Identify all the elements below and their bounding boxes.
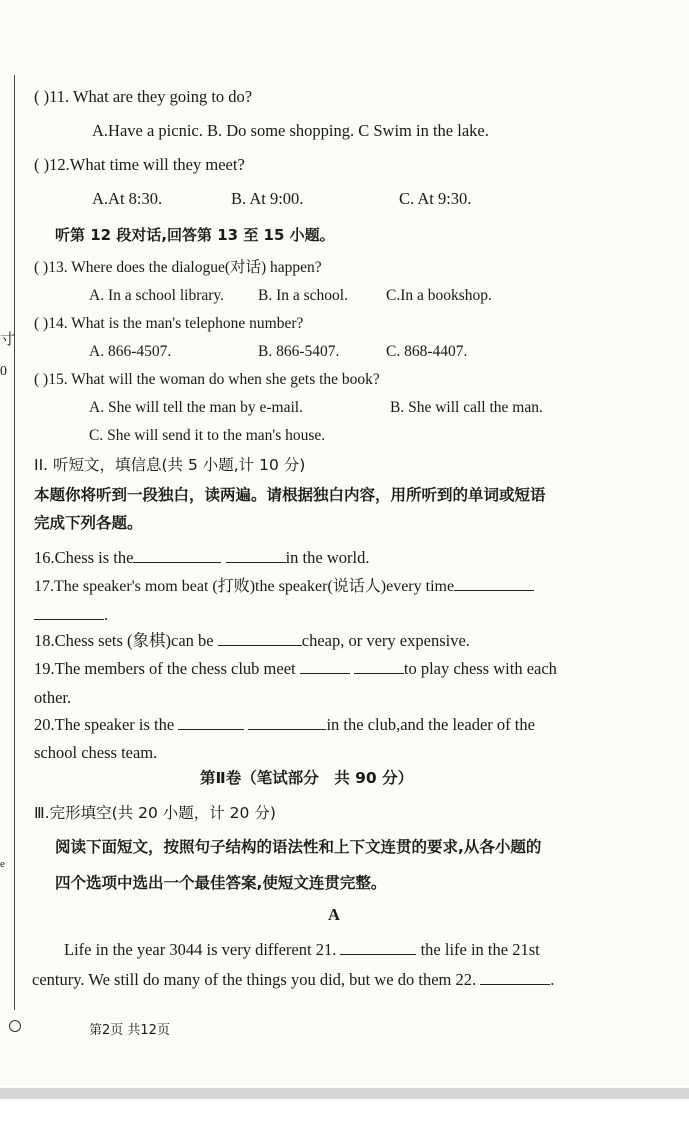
question-15: [34, 370, 380, 390]
question-13: [34, 258, 322, 278]
question-17: [34, 576, 534, 597]
section-heading: Ⅲ.完形填空(共 20 小题，计 20 分): [34, 804, 276, 822]
answer-blank[interactable]: [248, 715, 326, 730]
question-12: [34, 155, 245, 175]
passage-line: [32, 970, 554, 990]
question-20: [34, 715, 535, 735]
edge-mark: 0: [0, 364, 7, 379]
option-c: C. 868-4407.: [386, 343, 468, 360]
answer-blank[interactable]: [178, 715, 244, 730]
answer-bracket: ( )13.: [34, 259, 72, 276]
question-text: in the club,and the leader of the: [326, 715, 535, 734]
answer-blank[interactable]: [354, 659, 404, 674]
question-text: .: [104, 605, 109, 624]
answer-blank[interactable]: [34, 605, 104, 620]
question-text: What time will they meet?: [69, 155, 245, 174]
passage-line: [64, 940, 540, 960]
option-a: A. 866-4507.: [89, 343, 172, 360]
section-heading: II. 听短文，填信息(共 5 小题,计 10 分): [34, 456, 306, 474]
question-11: [34, 87, 252, 107]
question-text: 20.The speaker is the: [34, 715, 179, 734]
passage-text: .: [550, 970, 555, 989]
question-text: to play chess with each: [403, 659, 557, 678]
answer-blank[interactable]: [133, 548, 221, 563]
answer-bracket: ( )11.: [34, 87, 73, 106]
answer-bracket: ( )15.: [34, 371, 72, 388]
edge-mark: e: [0, 858, 5, 870]
option-a: A.At 8:30.: [92, 189, 163, 208]
question-text: in the world.: [285, 548, 370, 567]
question-text: 17.The speaker's mom beat (打败)the speaker(说话人)every time: [34, 578, 455, 595]
option-c: C.In a bookshop.: [386, 287, 492, 304]
passage-text: the life in the 21st: [416, 940, 540, 959]
question-20-continued: school chess team.: [34, 743, 158, 762]
section-instruction: 阅读下面短文，按照句子结构的语法性和上下文连贯的要求,从各小题的: [55, 838, 542, 856]
answer-blank[interactable]: [226, 548, 286, 563]
answer-blank[interactable]: [340, 940, 416, 955]
section-instruction: 听第 12 段对话,回答第 13 至 15 小题。: [55, 226, 335, 244]
question-text: cheap, or very expensive.: [301, 631, 470, 650]
question-text: 19.The members of the chess club meet: [34, 659, 300, 678]
question-14: [34, 314, 303, 334]
option-b: B. In a school.: [258, 287, 348, 304]
question-text: What will the woman do when she gets the book?: [71, 371, 380, 388]
edge-mark: 寸: [0, 330, 16, 348]
answer-blank[interactable]: [300, 659, 350, 674]
viewer-bottom: [0, 1099, 689, 1133]
option-b: B. At 9:00.: [231, 189, 304, 208]
passage-text: Life in the year 3044 is very different 21.: [64, 940, 341, 959]
option-c: C. She will send it to the man's house.: [89, 427, 326, 444]
section-instruction: 四个选项中选出一个最佳答案,使短文连贯完整。: [55, 874, 387, 892]
viewer-divider: [0, 1088, 689, 1099]
binding-margin-line: [14, 75, 15, 1010]
question-18: [34, 631, 470, 651]
passage-text: century. We still do many of the things you did, but we do them 22.: [32, 970, 481, 989]
circle-icon: [9, 1020, 21, 1032]
answer-blank[interactable]: [218, 631, 302, 646]
question-text: What are they going to do?: [72, 87, 253, 106]
answer-bracket: ( )12.: [34, 155, 70, 174]
answer-bracket: ( )14.: [34, 315, 72, 332]
passage-label: A: [328, 905, 340, 924]
section-instruction: 本题你将听到一段独白，读两遍。请根据独白内容，用所听到的单词或短语: [34, 486, 546, 504]
question-text: What is the man's telephone number?: [71, 315, 304, 332]
question-19: [34, 659, 557, 679]
option-a: A. In a school library.: [89, 287, 225, 304]
option-a: A. She will tell the man by e-mail.: [89, 399, 303, 416]
question-text: 18.Chess sets (象棋)can be: [34, 631, 218, 650]
page-number: 第2页 共12页: [89, 1023, 170, 1038]
answer-blank[interactable]: [480, 970, 550, 985]
question-11-options: A.Have a picnic. B. Do some shopping. C Swim in the lake.: [92, 121, 489, 140]
question-19-continued: other.: [34, 688, 72, 707]
question-text: 16.Chess is the: [34, 548, 134, 567]
option-b: B. 866-5407.: [258, 343, 340, 360]
answer-blank[interactable]: [454, 576, 534, 591]
question-text: Where does the dialogue(对话) happen?: [71, 259, 322, 276]
question-16: [34, 548, 369, 568]
section-instruction: 完成下列各题。: [34, 514, 143, 532]
part-title: 第Ⅱ卷（笔试部分 共 90 分）: [200, 769, 414, 787]
question-17-continued: [34, 605, 108, 625]
option-b: B. She will call the man.: [390, 399, 543, 416]
option-c: C. At 9:30.: [399, 189, 472, 208]
